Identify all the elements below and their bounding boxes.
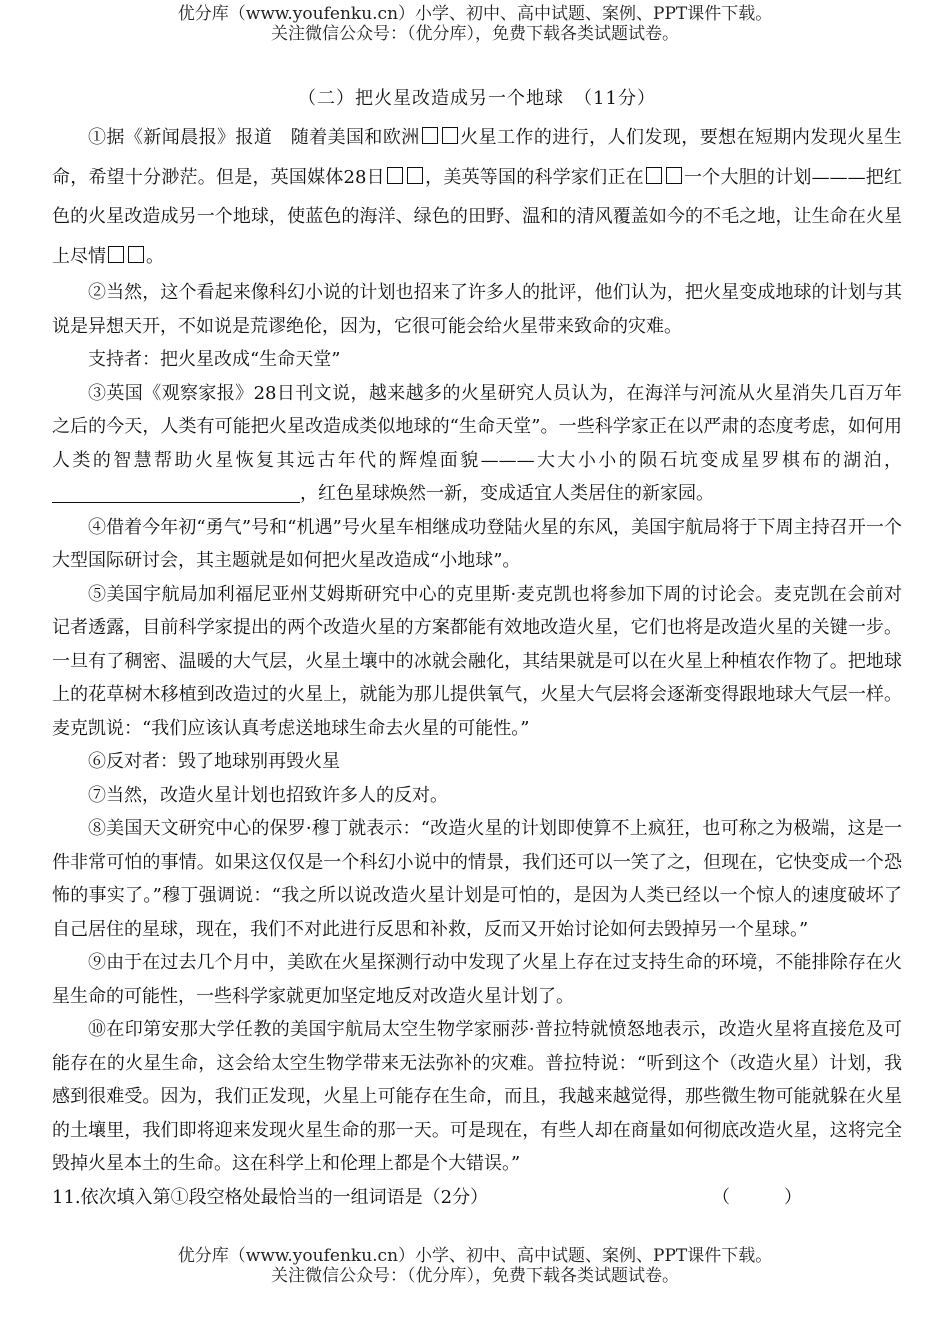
paragraph-9: ⑨由于在过去几个月中，美欧在火星探测行动中发现了火星上存在过支持生命的环境，不能排除存在火星生命的可能性，一些科学家就更加坚定地反对改造火星计划了。 (52, 952, 902, 1007)
footer-line-1: 优分库（www.youfenku.cn）小学、初中、高中试题、案例、PPT课件下载。 (177, 1246, 773, 1266)
section-title: （二）把火星改造成另一个地球 （11分） (298, 88, 656, 109)
page-footer (0, 1246, 950, 1286)
p1-text-d: 一个大胆的计划———把红色的火星改造成另一个地球，使蓝色的海洋、绿色的田野、温和的清风覆盖如今的不毛之地，让生命在火星上尽情 (52, 166, 903, 267)
header-line-2: 关注微信公众号：（优分库），免费下载各类试题试卷。 (271, 24, 679, 44)
paragraph-2: ②当然，这个看起来像科幻小说的计划也招来了许多人的批评，他们认为，把火星变成地球的计划与其说是异想天开，不如说是荒谬绝伦，因为，它很可能会给火星带来致命的灾难。 (52, 282, 902, 337)
p1-text-a: ①据《新闻晨报》报道 随着美国和欧洲 (88, 127, 420, 148)
question-11 (52, 1181, 902, 1215)
blank-box (442, 127, 458, 144)
header-line-1: 优分库（www.youfenku.cn）小学、初中、高中试题、案例、PPT课件下载。 (177, 4, 773, 24)
p1-text-b: 火星工作的进行，人们发现，要想在短期内发现火星生命，希望十分渺茫。但是，英国媒体28日 (52, 127, 903, 188)
blank-box (422, 127, 438, 144)
document-body (52, 82, 902, 1215)
blank-box (646, 167, 662, 184)
paragraph-5: ⑤美国宇航局加利福尼亚州艾姆斯研究中心的克里斯·麦克凯也将参加下周的讨论会。麦克凯在会前对记者透露，目前科学家提出的两个改造火星的方案都能有效地改造火星，它们也将是改造火星的关键一步。一旦有了稠密、温暖的大气层，火星土壤中的冰就会融化，其结果就是可以在火星上种植农作物了。把地球上的花草树木移植到改造过的火星上，就能为那儿提供氧气，火星大气层将会逐渐变得跟地球大气层一样。麦克凯说：“我们应该认真考虑送地球生命去火星的可能性。” (52, 583, 902, 739)
blank-box (666, 167, 682, 184)
paragraph-8: ⑧美国天文研究中心的保罗·穆丁就表示：“改造火星的计划即使算不上疯狂，也可称之为极端，这是一件非常可怕的事情。如果这仅仅是一个科幻小说中的情景，我们还可以一笑了之，但现在，它快变成一个恐怖的事实了。”穆丁强调说：“我之所以说改造火星计划是可怕的，是因为人类已经以一个惊人的速度破坏了自己居住的星球，现在，我们不对此进行反思和补救，反而又开始讨论如何去毁掉另一个星球。” (52, 818, 902, 940)
paragraph-3 (52, 377, 902, 511)
p1-text-e: 。 (146, 245, 164, 267)
paragraph-7: ⑦当然，改造火星计划也招致许多人的反对。 (88, 784, 448, 806)
paragraph-6: ⑥反对者：毁了地球别再毁火星 (88, 751, 340, 772)
paragraph-4: ④借着今年初“勇气”号和“机遇”号火星车相继成功登陆火星的东风，美国宇航局将于下周主持召开一个大型国际研讨会，其主题就是如何把火星改造成“小地球”。 (52, 516, 902, 571)
answer-parentheses: （ ） (712, 1186, 802, 1208)
supporter-heading: 支持者：把火星改成“生命天堂” (88, 349, 341, 370)
p3-text-a: ③英国《观察家报》28日刊文说，越来越多的火星研究人员认为，在海洋与河流从火星消失几百万年之后的今天，人类有可能把火星改造成类似地球的“生命天堂”。一些科学家正在以严肃的态度考虑，如何用人类的智慧帮助火星恢复其远古年代的辉煌面貌———大大小小的陨石坑变成星罗棋布的湖泊， (52, 382, 902, 471)
paragraph-1 (52, 118, 902, 276)
p1-text-c: ，美英等国的科学家们正在 (424, 166, 644, 188)
blank-box (387, 167, 403, 184)
question-11-text: 11.依次填入第①段空格处最恰当的一组词语是（2分） (52, 1186, 489, 1208)
blank-box (108, 246, 124, 263)
page-header (0, 4, 950, 44)
blank-box (407, 167, 423, 184)
p3-text-b: ，红色星球焕然一新，变成适宜人类居住的新家园。 (300, 483, 714, 504)
fill-blank-line (52, 480, 300, 503)
blank-box (128, 246, 144, 263)
paragraph-10: ⑩在印第安那大学任教的美国宇航局太空生物学家丽莎·普拉特就愤怒地表示，改造火星将直接危及可能存在的火星生命，这会给太空生物学带来无法弥补的灾难。普拉特说：“听到这个（改造火星）计划，我感到很难受。因为，我们正发现，火星上可能存在生命，而且，我越来越觉得，那些微生物可能就躲在火星的土壤里，我们即将迎来发现火星生命的那一天。可是现在，有些人却在商量如何彻底改造火星，这将完全毁掉火星本土的生命。这在科学上和伦理上都是个大错误。” (52, 1019, 902, 1174)
footer-line-2: 关注微信公众号：（优分库），免费下载各类试题试卷。 (271, 1266, 679, 1286)
